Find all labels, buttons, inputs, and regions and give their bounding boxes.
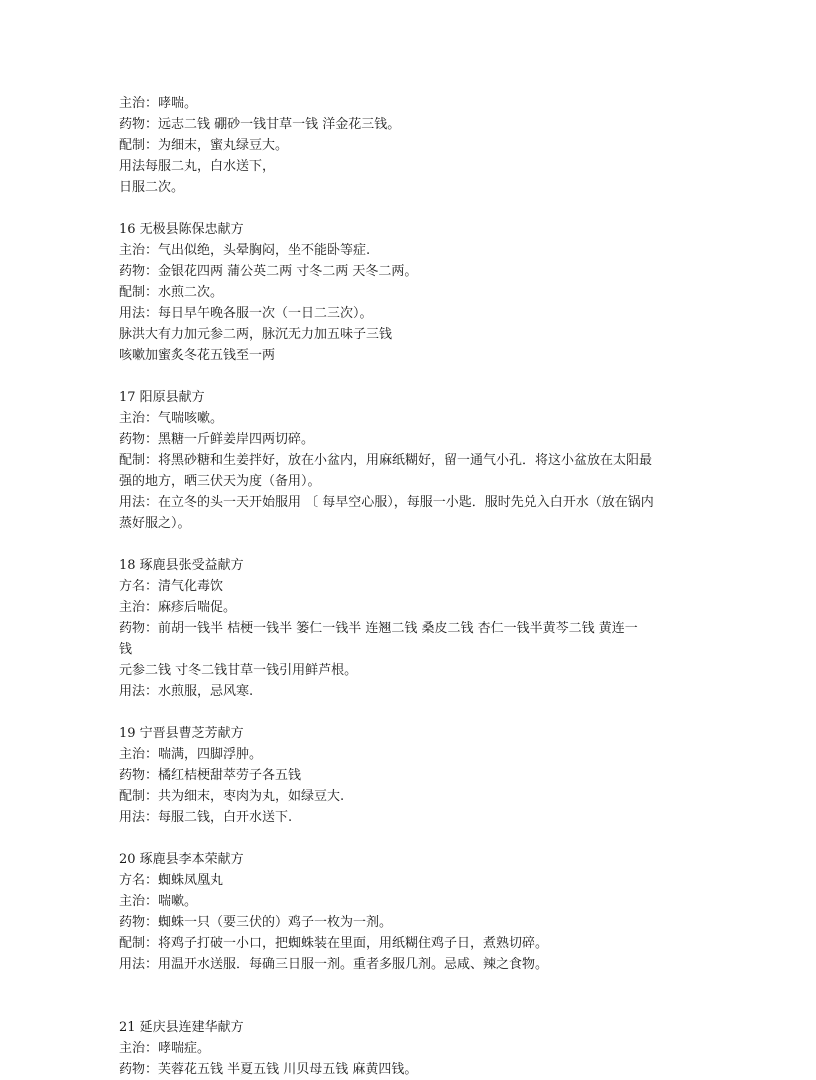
section-heading: 16 无极县陈保忠献方 bbox=[119, 222, 244, 237]
line-usage-cont: 日服二次。 bbox=[119, 180, 185, 195]
section-heading: 18 琢鹿县张受益献方 bbox=[119, 558, 244, 573]
section-heading: 20 琢鹿县李本荣献方 bbox=[119, 852, 244, 867]
section-heading: 19 宁晋县曹芝芳献方 bbox=[119, 726, 244, 741]
line-usage: 用法：每日早午晚各服一次（一日二三次）。 bbox=[119, 306, 373, 321]
line-preparation: 配制：将黑砂糖和生姜拌好，放在小盆内，用麻纸糊好，留一通气小孔．将这小盆放在太阳最 bbox=[119, 453, 653, 468]
line-ingredients: 药物：前胡一钱半 桔梗一钱半 篓仁一钱半 连翘二钱 桑皮二钱 杏仁一钱半黄芩二钱 黄连一 bbox=[119, 621, 638, 636]
section-19 bbox=[119, 723, 704, 828]
line-preparation: 配制：为细末，蜜丸绿豆大。 bbox=[119, 138, 289, 153]
line-note: 咳嗽加蜜炙冬花五钱至一两 bbox=[119, 348, 276, 363]
line-ingredients: 药物：芙蓉花五钱 半夏五钱 川贝母五钱 麻黄四钱。 bbox=[119, 1062, 418, 1077]
line-indication: 主治：气出似绝，头晕胸闷，坐不能卧等症. bbox=[119, 243, 371, 258]
line-usage: 用法：水煎服，忌风寒. bbox=[119, 684, 254, 699]
section-17 bbox=[119, 387, 704, 534]
section-gap bbox=[119, 975, 704, 1017]
line-usage: 用法：每服二钱，白开水送下. bbox=[119, 810, 293, 825]
section-0 bbox=[119, 93, 704, 198]
line-preparation-cont: 强的地方，晒三伏天为度（备用）。 bbox=[119, 474, 321, 489]
line-indication: 主治：麻疹后喘促。 bbox=[119, 600, 237, 615]
line-usage: 用法每服二丸，白水送下， bbox=[119, 159, 276, 174]
section-gap bbox=[119, 828, 704, 849]
line-note: 脉洪大有力加元参二两，脉沉无力加五味子三钱 bbox=[119, 327, 393, 342]
line-preparation: 配制：共为细末，枣肉为丸，如绿豆大. bbox=[119, 789, 345, 804]
line-usage-cont: 蒸好服之）。 bbox=[119, 516, 191, 531]
line-ingredients-cont: 钱 bbox=[119, 642, 133, 657]
section-heading: 17 阳原县献方 bbox=[119, 390, 205, 405]
section-gap bbox=[119, 366, 704, 387]
line-preparation: 配制：水煎二次。 bbox=[119, 285, 224, 300]
section-16 bbox=[119, 219, 704, 366]
line-ingredients: 药物：金银花四两 蒲公英二两 寸冬二两 天冬二两。 bbox=[119, 264, 418, 279]
line-indication: 主治：气喘咳嗽。 bbox=[119, 411, 224, 426]
line-formula-name: 方名：蜘蛛凤凰丸 bbox=[119, 873, 224, 888]
section-gap bbox=[119, 534, 704, 555]
line-ingredients: 药物：远志二钱 硼砂一钱甘草一钱 洋金花三钱。 bbox=[119, 117, 401, 132]
line-indication: 主治：喘嗽。 bbox=[119, 894, 198, 909]
section-21 bbox=[119, 1017, 704, 1080]
line-indication: 主治：哮喘症。 bbox=[119, 1041, 211, 1056]
section-20 bbox=[119, 849, 704, 975]
line-ingredients: 药物：蜘蛛一只（要三伏的）鸡子一枚为一剂。 bbox=[119, 915, 393, 930]
section-gap bbox=[119, 702, 704, 723]
line-ingredients: 药物：橘红桔梗甜萃劳子各五钱 bbox=[119, 768, 302, 783]
line-usage: 用法：在立冬的头一天开始服用 〔 每早空心服），每服一小匙．服时先兑入白开水（放在锅内 bbox=[119, 495, 654, 510]
line-formula-name: 方名：清气化毒饮 bbox=[119, 579, 224, 594]
line-usage: 用法：用温开水送服．每确三日服一剂。重者多服几剂。忌咸、辣之食物。 bbox=[119, 957, 549, 972]
line-ingredients: 药物：黑糖一斤鲜姜岸四两切碎。 bbox=[119, 432, 315, 447]
section-heading: 21 延庆县连建华献方 bbox=[119, 1020, 244, 1035]
section-gap bbox=[119, 198, 704, 219]
section-18 bbox=[119, 555, 704, 702]
document-body bbox=[119, 93, 704, 1080]
line-indication: 主治：哮喘。 bbox=[119, 96, 198, 111]
line-indication: 主治：喘满，四脚浮肿。 bbox=[119, 747, 263, 762]
line-preparation: 配制：将鸡子打破一小口，把蜘蛛装在里面，用纸糊住鸡子日，煮熟切碎。 bbox=[119, 936, 549, 951]
line-ingredients-cont: 元参二钱 寸冬二钱甘草一钱引用鲜芦根。 bbox=[119, 663, 358, 678]
